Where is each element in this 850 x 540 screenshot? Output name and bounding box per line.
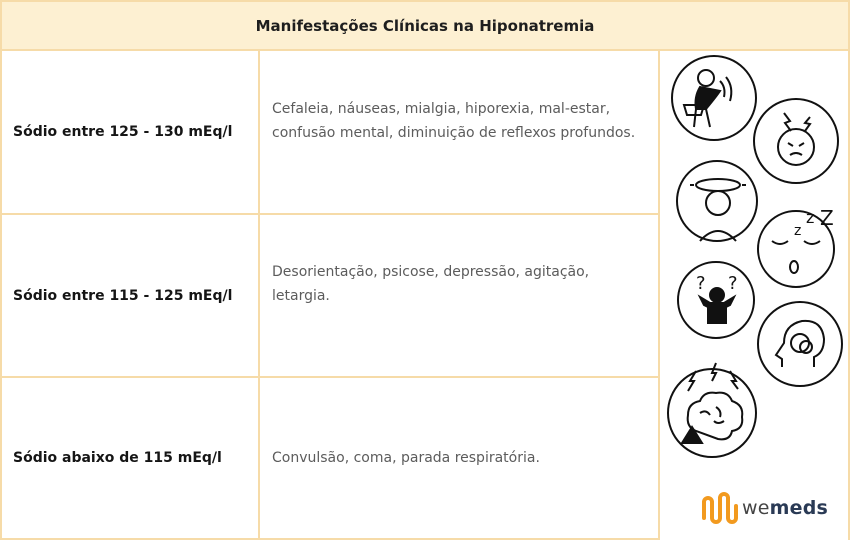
row-label: Sódio entre 115 - 125 mEq/l [0,215,260,378]
row-label: Sódio entre 125 - 130 mEq/l [0,51,260,215]
row-description: Desorientação, psicose, depressão, agitação, letargia. [260,215,660,378]
row-description: Convulsão, coma, parada respiratória. [260,378,660,540]
wemeds-logo [700,488,830,528]
logo-text-prefix: we [742,497,770,519]
seizure-brain-icon [668,363,756,457]
table-row [0,378,660,540]
confusion-icon [678,262,754,338]
wemeds-logo-icon [700,488,738,528]
svg-text:?: ? [728,273,738,294]
headache-icon [754,99,838,183]
table-title: Manifestações Clínicas na Hiponatremia [0,0,850,51]
logo-text-suffix: meds [769,497,829,519]
row-label: Sódio abaixo de 115 mEq/l [0,378,260,540]
table-row [0,215,660,378]
svg-text:Z: Z [820,206,834,230]
sleep-icon [758,206,834,287]
mental-confusion-icon [758,302,842,386]
svg-text:?: ? [696,273,706,294]
svg-text:z: z [794,223,802,239]
table-row [0,51,660,215]
svg-text:z: z [806,208,815,227]
row-description: Cefaleia, náuseas, mialgia, hiporexia, mal-estar, confusão mental, diminuição de reflexos profundos. [260,51,660,215]
logo-text [742,497,828,519]
dizziness-icon [677,161,757,241]
icon-column [660,51,850,540]
nausea-icon [672,56,756,140]
